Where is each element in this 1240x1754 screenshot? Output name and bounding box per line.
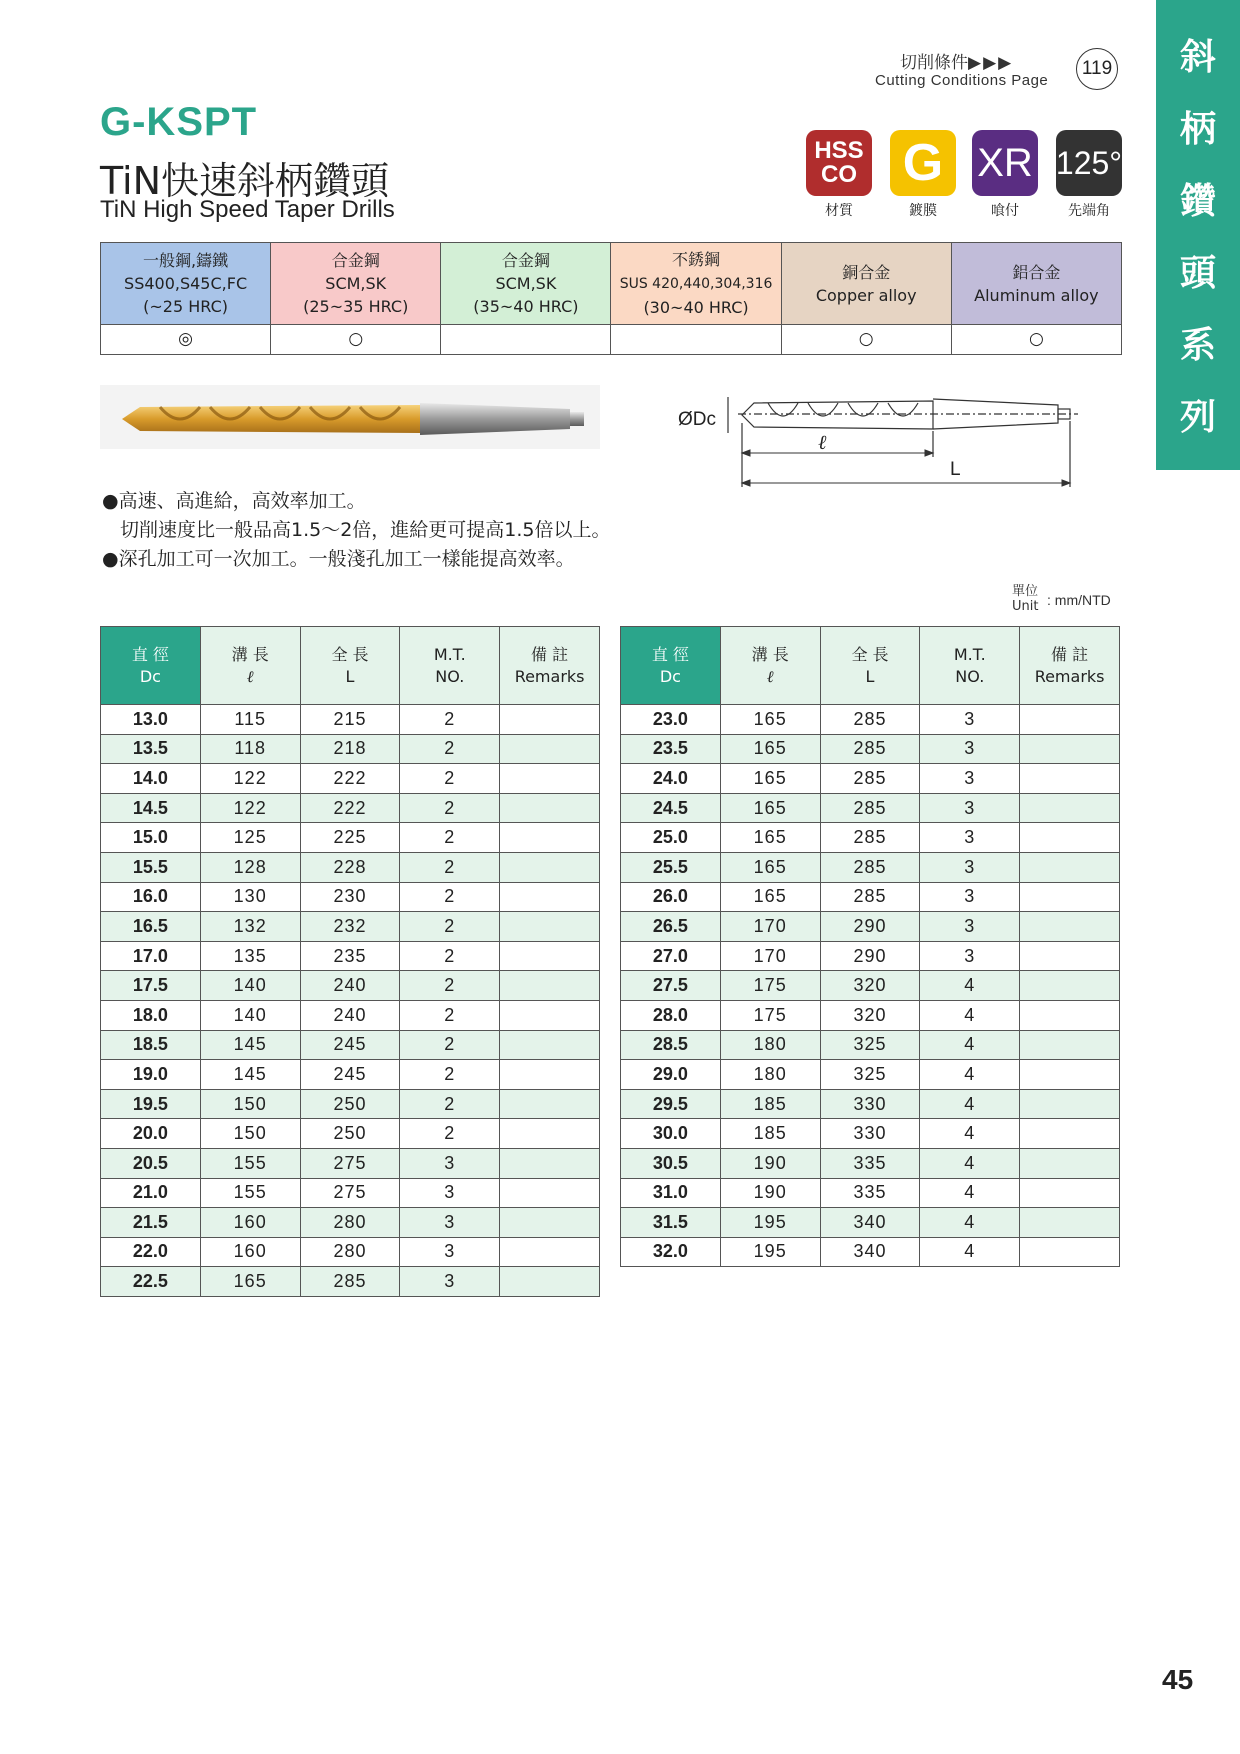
table-row (621, 734, 1120, 764)
table-row (621, 1000, 1120, 1030)
morse-taper-cell: 3 (920, 705, 1020, 735)
overall-length-label: L (950, 459, 961, 480)
diameter-cell: 24.0 (621, 764, 721, 794)
flute-length-cell: 170 (720, 941, 820, 971)
overall-length-cell: 222 (300, 793, 400, 823)
table-row (621, 971, 1120, 1001)
morse-taper-cell: 2 (400, 1089, 500, 1119)
morse-taper-cell: 2 (400, 734, 500, 764)
badge-label: 先端角 (1068, 203, 1110, 219)
col-flute-length: 溝 長 ℓ (200, 627, 300, 705)
morse-taper-cell: 2 (400, 1000, 500, 1030)
flute-length-cell: 185 (720, 1119, 820, 1149)
flute-length-cell: 155 (200, 1148, 300, 1178)
flute-length-cell: 118 (200, 734, 300, 764)
morse-taper-cell: 3 (400, 1237, 500, 1267)
unit-label: 單位 Unit (1012, 584, 1039, 614)
remarks-cell (1020, 1119, 1120, 1149)
table-row (101, 1030, 600, 1060)
remarks-cell (1020, 793, 1120, 823)
overall-length-cell: 230 (300, 882, 400, 912)
remarks-cell (1020, 912, 1120, 942)
overall-length-cell: 240 (300, 1000, 400, 1030)
table-row (621, 1148, 1120, 1178)
drill-dimension-diagram (678, 393, 1098, 493)
flute-length-cell: 155 (200, 1178, 300, 1208)
diameter-cell: 28.0 (621, 1000, 721, 1030)
col-morse-taper: M.T. NO. (400, 627, 500, 705)
remarks-cell (1020, 852, 1120, 882)
morse-taper-cell: 2 (400, 823, 500, 853)
overall-length-cell: 290 (820, 912, 920, 942)
morse-taper-cell: 2 (400, 764, 500, 794)
morse-taper-cell: 2 (400, 971, 500, 1001)
flute-length-cell: 145 (200, 1030, 300, 1060)
product-title-zh: TiN快速斜柄鑽頭 (100, 159, 390, 203)
unit-value: : mm/NTD (1047, 592, 1111, 608)
table-row (101, 1119, 600, 1149)
side-tab-char: 鑽 (1179, 181, 1216, 222)
morse-taper-cell: 3 (920, 793, 1020, 823)
remarks-cell (1020, 1089, 1120, 1119)
diameter-cell: 14.5 (101, 793, 201, 823)
col-diameter: 直 徑 Dc (101, 627, 201, 705)
flute-length-cell: 135 (200, 941, 300, 971)
table-row (621, 705, 1120, 735)
overall-length-cell: 222 (300, 764, 400, 794)
morse-taper-cell: 4 (920, 971, 1020, 1001)
diameter-cell: 15.0 (101, 823, 201, 853)
flute-length-cell: 140 (200, 1000, 300, 1030)
remarks-cell (500, 1060, 600, 1090)
remarks-cell (1020, 1178, 1120, 1208)
morse-taper-cell: 2 (400, 705, 500, 735)
diameter-cell: 26.5 (621, 912, 721, 942)
table-row (101, 1089, 600, 1119)
point-angle-icon: 125° (1056, 130, 1122, 196)
overall-length-cell: 245 (300, 1030, 400, 1060)
overall-length-cell: 335 (820, 1148, 920, 1178)
morse-taper-cell: 3 (920, 912, 1020, 942)
flute-length-cell: 165 (720, 852, 820, 882)
flute-length-cell: 190 (720, 1148, 820, 1178)
table-row (101, 1208, 600, 1238)
remarks-cell (500, 912, 600, 942)
morse-taper-cell: 4 (920, 1000, 1020, 1030)
morse-taper-cell: 2 (400, 882, 500, 912)
overall-length-cell: 228 (300, 852, 400, 882)
remarks-cell (1020, 941, 1120, 971)
diameter-cell: 21.5 (101, 1208, 201, 1238)
overall-length-cell: 335 (820, 1178, 920, 1208)
material-cell: 合金鋼 SCM,SK (25~35 HRC) (271, 243, 441, 325)
product-title-en: TiN High Speed Taper Drills (100, 196, 395, 223)
remarks-cell (500, 1089, 600, 1119)
flute-length-cell: 160 (200, 1208, 300, 1238)
table-row (101, 1000, 600, 1030)
flute-length-cell: 175 (720, 1000, 820, 1030)
remarks-cell (500, 971, 600, 1001)
spec-table-left (100, 626, 600, 1297)
morse-taper-cell: 4 (920, 1119, 1020, 1149)
flute-length-cell: 185 (720, 1089, 820, 1119)
overall-length-cell: 280 (300, 1237, 400, 1267)
diameter-cell: 32.0 (621, 1237, 721, 1267)
feature-line: 切削速度比一般品高1.5～2倍，進給更可提高1.5倍以上。 (120, 519, 611, 541)
morse-taper-cell: 4 (920, 1208, 1020, 1238)
morse-taper-cell: 4 (920, 1060, 1020, 1090)
flute-length-cell: 165 (720, 823, 820, 853)
diameter-cell: 20.5 (101, 1148, 201, 1178)
remarks-cell (500, 1208, 600, 1238)
morse-taper-cell: 3 (920, 941, 1020, 971)
side-tab-char: 頭 (1179, 253, 1216, 294)
overall-length-cell: 218 (300, 734, 400, 764)
table-row (101, 882, 600, 912)
diameter-cell: 24.5 (621, 793, 721, 823)
material-cell: 合金鋼 SCM,SK (35~40 HRC) (441, 243, 611, 325)
overall-length-cell: 235 (300, 941, 400, 971)
diameter-cell: 14.0 (101, 764, 201, 794)
diameter-cell: 26.0 (621, 882, 721, 912)
suitability-symbol: ○ (781, 325, 951, 355)
remarks-cell (1020, 971, 1120, 1001)
flute-length-cell: 195 (720, 1237, 820, 1267)
col-remarks: 備 註 Remarks (1020, 627, 1120, 705)
remarks-cell (500, 705, 600, 735)
flute-length-cell: 125 (200, 823, 300, 853)
flute-length-label: ℓ (818, 430, 827, 454)
badge-label: 鍍膜 (909, 203, 937, 219)
material-cell: 銅合金 Copper alloy (781, 243, 951, 325)
flute-length-cell: 140 (200, 971, 300, 1001)
remarks-cell (1020, 1060, 1120, 1090)
morse-taper-cell: 2 (400, 852, 500, 882)
overall-length-cell: 250 (300, 1119, 400, 1149)
table-row (101, 793, 600, 823)
remarks-cell (1020, 1148, 1120, 1178)
table-row (101, 852, 600, 882)
xr-point-icon: XR (972, 130, 1038, 196)
side-tab-char: 系 (1179, 325, 1216, 366)
flute-length-cell: 150 (200, 1089, 300, 1119)
table-row (621, 1060, 1120, 1090)
diameter-cell: 15.5 (101, 852, 201, 882)
diameter-cell: 18.5 (101, 1030, 201, 1060)
remarks-cell (500, 1178, 600, 1208)
morse-taper-cell: 2 (400, 1030, 500, 1060)
remarks-cell (500, 1148, 600, 1178)
flute-length-cell: 130 (200, 882, 300, 912)
material-cell: 鋁合金 Aluminum alloy (951, 243, 1121, 325)
diameter-cell: 31.5 (621, 1208, 721, 1238)
morse-taper-cell: 3 (920, 852, 1020, 882)
table-row (621, 1208, 1120, 1238)
table-row (101, 1267, 600, 1297)
overall-length-cell: 330 (820, 1089, 920, 1119)
overall-length-cell: 285 (820, 882, 920, 912)
overall-length-cell: 232 (300, 912, 400, 942)
flute-length-cell: 128 (200, 852, 300, 882)
spec-table-right (620, 626, 1120, 1267)
diameter-label: ØDc (678, 409, 716, 430)
remarks-cell (1020, 1208, 1120, 1238)
overall-length-cell: 285 (820, 705, 920, 735)
table-row (101, 823, 600, 853)
diameter-cell: 23.5 (621, 734, 721, 764)
badge-co: CO (821, 161, 857, 188)
overall-length-cell: 250 (300, 1089, 400, 1119)
table-row (621, 1178, 1120, 1208)
morse-taper-cell: 3 (920, 882, 1020, 912)
series-side-tab (1156, 0, 1240, 470)
page-number: 45 (1162, 1664, 1194, 1695)
flute-length-cell: 180 (720, 1030, 820, 1060)
cutting-conditions-page-link[interactable]: 119 (1076, 48, 1118, 90)
diameter-cell: 19.0 (101, 1060, 201, 1090)
overall-length-cell: 325 (820, 1060, 920, 1090)
cutting-conditions-label (900, 48, 1013, 73)
overall-length-cell: 275 (300, 1148, 400, 1178)
morse-taper-cell: 4 (920, 1178, 1020, 1208)
material-cell: 一般鋼,鑄鐵 SS400,S45C,FC (~25 HRC) (101, 243, 271, 325)
remarks-cell (500, 852, 600, 882)
table-row (621, 1237, 1120, 1267)
overall-length-cell: 245 (300, 1060, 400, 1090)
diameter-cell: 30.5 (621, 1148, 721, 1178)
coating-g-icon: G (890, 130, 956, 196)
morse-taper-cell: 2 (400, 793, 500, 823)
overall-length-cell: 240 (300, 971, 400, 1001)
flute-length-cell: 165 (720, 882, 820, 912)
table-row (621, 912, 1120, 942)
morse-taper-cell: 2 (400, 1119, 500, 1149)
flute-length-cell: 170 (720, 912, 820, 942)
overall-length-cell: 285 (820, 852, 920, 882)
remarks-cell (500, 823, 600, 853)
table-row (101, 971, 600, 1001)
table-row (101, 1148, 600, 1178)
overall-length-cell: 225 (300, 823, 400, 853)
flute-length-cell: 165 (720, 764, 820, 794)
suitability-symbol (441, 325, 611, 355)
side-tab-char: 列 (1179, 397, 1216, 438)
overall-length-cell: 340 (820, 1208, 920, 1238)
overall-length-cell: 320 (820, 1000, 920, 1030)
table-row (621, 882, 1120, 912)
table-row (101, 764, 600, 794)
flute-length-cell: 122 (200, 793, 300, 823)
table-row (621, 1119, 1120, 1149)
table-row (621, 793, 1120, 823)
overall-length-cell: 275 (300, 1178, 400, 1208)
table-row (101, 734, 600, 764)
badge-label: 喰付 (991, 203, 1019, 219)
remarks-cell (1020, 882, 1120, 912)
morse-taper-cell: 3 (920, 823, 1020, 853)
remarks-cell (500, 793, 600, 823)
table-row (101, 1237, 600, 1267)
remarks-cell (1020, 705, 1120, 735)
table-row (621, 823, 1120, 853)
flute-length-cell: 165 (720, 705, 820, 735)
badge-label: 材質 (825, 203, 853, 219)
overall-length-cell: 325 (820, 1030, 920, 1060)
morse-taper-cell: 3 (920, 764, 1020, 794)
product-code: G-KSPT (100, 100, 258, 144)
diameter-cell: 29.5 (621, 1089, 721, 1119)
diameter-cell: 31.0 (621, 1178, 721, 1208)
col-diameter: 直 徑 Dc (621, 627, 721, 705)
diameter-cell: 27.0 (621, 941, 721, 971)
diameter-cell: 19.5 (101, 1089, 201, 1119)
flute-length-cell: 122 (200, 764, 300, 794)
flute-length-cell: 165 (200, 1267, 300, 1297)
remarks-cell (1020, 1030, 1120, 1060)
diameter-cell: 25.0 (621, 823, 721, 853)
suitability-symbol (611, 325, 781, 355)
diameter-cell: 13.5 (101, 734, 201, 764)
flute-length-cell: 190 (720, 1178, 820, 1208)
table-row (101, 1060, 600, 1090)
diameter-cell: 17.5 (101, 971, 201, 1001)
morse-taper-cell: 4 (920, 1030, 1020, 1060)
diameter-cell: 17.0 (101, 941, 201, 971)
overall-length-cell: 285 (820, 823, 920, 853)
table-row (101, 705, 600, 735)
morse-taper-cell: 2 (400, 912, 500, 942)
diameter-cell: 22.0 (101, 1237, 201, 1267)
flute-length-cell: 195 (720, 1208, 820, 1238)
diameter-cell: 28.5 (621, 1030, 721, 1060)
morse-taper-cell: 2 (400, 1060, 500, 1090)
overall-length-cell: 340 (820, 1237, 920, 1267)
table-row (101, 912, 600, 942)
morse-taper-cell: 3 (400, 1178, 500, 1208)
material-cell: 不銹鋼 SUS 420,440,304,316 (30~40 HRC) (611, 243, 781, 325)
remarks-cell (1020, 1237, 1120, 1267)
diameter-cell: 16.0 (101, 882, 201, 912)
flute-length-cell: 115 (200, 705, 300, 735)
diameter-cell: 25.5 (621, 852, 721, 882)
morse-taper-cell: 4 (920, 1148, 1020, 1178)
diameter-cell: 20.0 (101, 1119, 201, 1149)
col-overall-length: 全 長 L (820, 627, 920, 705)
overall-length-cell: 320 (820, 971, 920, 1001)
col-morse-taper: M.T. NO. (920, 627, 1020, 705)
flute-length-cell: 145 (200, 1060, 300, 1090)
table-row (621, 764, 1120, 794)
col-overall-length: 全 長 L (300, 627, 400, 705)
arrow-icon: ▶▶▶ (968, 53, 1014, 73)
flute-length-cell: 132 (200, 912, 300, 942)
overall-length-cell: 285 (300, 1267, 400, 1297)
remarks-cell (1020, 823, 1120, 853)
diameter-cell: 16.5 (101, 912, 201, 942)
material-suitability-table (100, 242, 1122, 355)
suitability-symbol: ○ (951, 325, 1121, 355)
morse-taper-cell: 4 (920, 1237, 1020, 1267)
diameter-cell: 27.5 (621, 971, 721, 1001)
flute-length-cell: 165 (720, 734, 820, 764)
feature-line: ●深孔加工可一次加工。一般淺孔加工一樣能提高效率。 (102, 548, 575, 570)
diameter-cell: 23.0 (621, 705, 721, 735)
badge-hss: HSS (814, 137, 864, 164)
morse-taper-cell: 3 (400, 1208, 500, 1238)
overall-length-cell: 215 (300, 705, 400, 735)
diameter-cell: 29.0 (621, 1060, 721, 1090)
table-row (621, 1089, 1120, 1119)
side-tab-char: 斜 (1179, 37, 1216, 78)
flute-length-cell: 165 (720, 793, 820, 823)
morse-taper-cell: 4 (920, 1089, 1020, 1119)
morse-taper-cell: 3 (400, 1148, 500, 1178)
flute-length-cell: 180 (720, 1060, 820, 1090)
remarks-cell (500, 1237, 600, 1267)
remarks-cell (500, 1119, 600, 1149)
remarks-cell (500, 882, 600, 912)
morse-taper-cell: 2 (400, 941, 500, 971)
table-row (621, 1030, 1120, 1060)
table-row (621, 941, 1120, 971)
remarks-cell (500, 941, 600, 971)
diameter-cell: 22.5 (101, 1267, 201, 1297)
flute-length-cell: 160 (200, 1237, 300, 1267)
remarks-cell (500, 734, 600, 764)
diameter-cell: 18.0 (101, 1000, 201, 1030)
remarks-cell (500, 1267, 600, 1297)
overall-length-cell: 285 (820, 734, 920, 764)
suitability-symbol: ○ (271, 325, 441, 355)
overall-length-cell: 285 (820, 764, 920, 794)
overall-length-cell: 290 (820, 941, 920, 971)
diameter-cell: 30.0 (621, 1119, 721, 1149)
table-row (101, 1178, 600, 1208)
remarks-cell (500, 764, 600, 794)
col-remarks: 備 註 Remarks (500, 627, 600, 705)
morse-taper-cell: 3 (400, 1267, 500, 1297)
suitability-symbol: ◎ (101, 325, 271, 355)
diameter-cell: 13.0 (101, 705, 201, 735)
cutting-conditions-zh: 切削條件 (900, 53, 968, 73)
diameter-cell: 21.0 (101, 1178, 201, 1208)
overall-length-cell: 280 (300, 1208, 400, 1238)
remarks-cell (1020, 1000, 1120, 1030)
overall-length-cell: 285 (820, 793, 920, 823)
morse-taper-cell: 3 (920, 734, 1020, 764)
cutting-conditions-en: Cutting Conditions Page (875, 72, 1049, 89)
feature-line: ●高速、高進給，高效率加工。 (102, 490, 366, 512)
table-row (101, 941, 600, 971)
remarks-cell (500, 1030, 600, 1060)
material-hss-co-icon (806, 130, 872, 196)
side-tab-char: 柄 (1179, 109, 1216, 150)
drill-photo (100, 385, 600, 449)
table-row (621, 852, 1120, 882)
remarks-cell (1020, 764, 1120, 794)
flute-length-cell: 150 (200, 1119, 300, 1149)
remarks-cell (500, 1000, 600, 1030)
col-flute-length: 溝 長 ℓ (720, 627, 820, 705)
flute-length-cell: 175 (720, 971, 820, 1001)
remarks-cell (1020, 734, 1120, 764)
overall-length-cell: 330 (820, 1119, 920, 1149)
